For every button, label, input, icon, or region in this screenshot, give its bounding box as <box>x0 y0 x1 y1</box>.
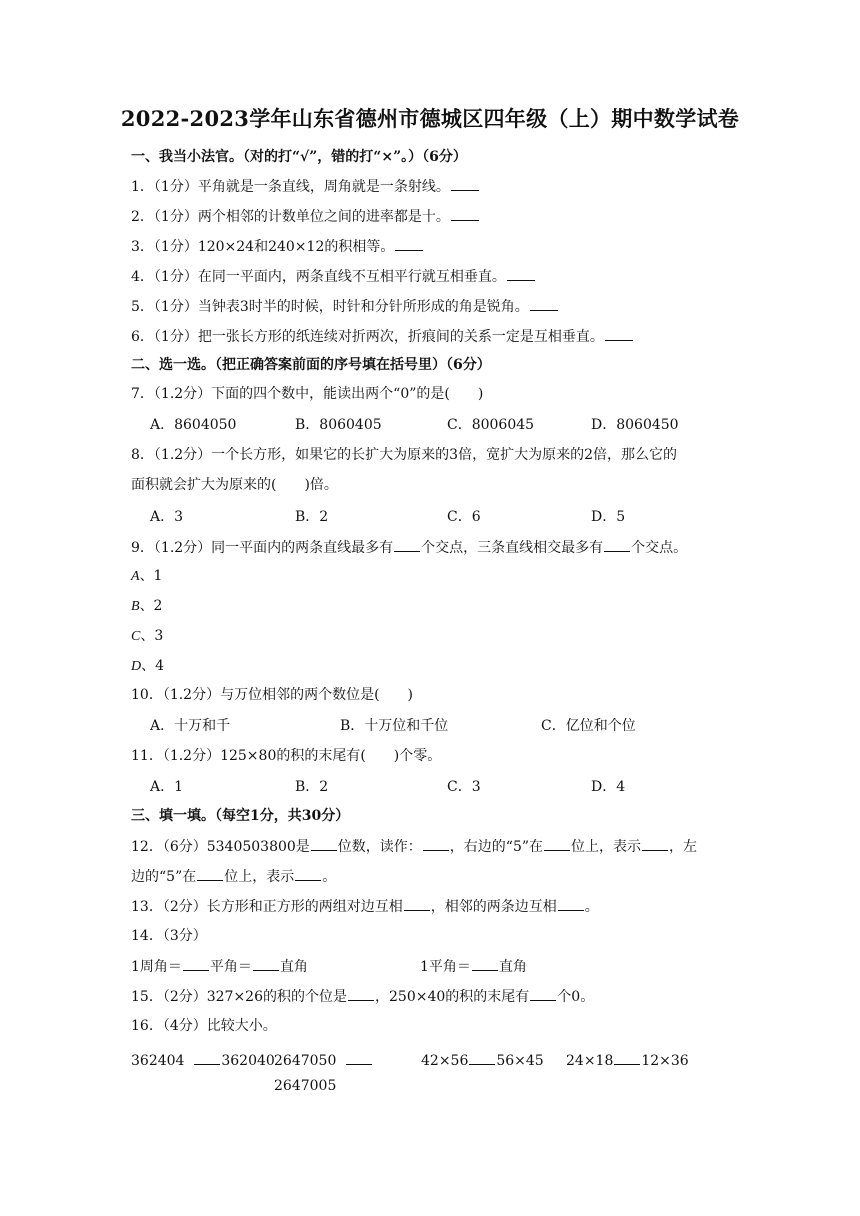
question-12-text: 边的“5”在 <box>131 869 197 885</box>
q10-option-b[interactable]: B．十万位和千位 <box>340 718 449 734</box>
question-8-line-2: 面积就会扩大为原来的( )倍。 <box>131 477 338 493</box>
answer-blank[interactable] <box>346 1050 372 1065</box>
question-9 <box>131 537 687 558</box>
answer-blank[interactable] <box>605 326 633 341</box>
question-4 <box>131 266 536 287</box>
option-value: 、3 <box>140 628 164 644</box>
q11-option-b[interactable]: B．2 <box>295 779 329 795</box>
question-12-text: 。 <box>322 869 337 885</box>
answer-blank[interactable] <box>404 896 430 911</box>
compare-right: 56×45 <box>496 1053 544 1069</box>
q9-option-a[interactable] <box>131 566 162 587</box>
q7-option-c[interactable]: C．8006045 <box>447 417 535 433</box>
question-2 <box>131 206 480 227</box>
question-14-text: 1周角＝ <box>131 959 182 975</box>
option-letter: C <box>131 629 141 644</box>
q16-compare-2-right: 2647005 <box>274 1078 337 1094</box>
answer-blank[interactable] <box>395 236 423 251</box>
question-12-text: 位上，表示 <box>571 839 642 855</box>
answer-blank[interactable] <box>311 836 337 851</box>
q7-option-a[interactable]: A．8604050 <box>150 417 237 433</box>
question-10: 10．（1.2分）与万位相邻的两个数位是( ) <box>131 687 414 703</box>
section-3-heading: 三、填一填。（每空1分，共30分） <box>131 808 350 824</box>
question-12-text: 位数，读作： <box>337 839 422 855</box>
q9-option-b[interactable] <box>131 596 162 617</box>
compare-right: 362040 <box>221 1053 275 1069</box>
answer-blank[interactable] <box>507 266 535 281</box>
q11-option-d[interactable]: D．4 <box>591 779 626 795</box>
question-14-text: 直角 <box>498 959 527 975</box>
question-14-text: 平角＝ <box>209 959 252 975</box>
answer-blank[interactable] <box>530 296 558 311</box>
question-16: 16．（4分）比较大小。 <box>131 1018 277 1034</box>
compare-right: 12×36 <box>641 1053 689 1069</box>
answer-blank[interactable] <box>469 1050 495 1065</box>
option-value: 、1 <box>139 568 163 584</box>
answer-blank[interactable] <box>423 836 449 851</box>
option-letter: D <box>131 659 142 674</box>
option-value: 、2 <box>139 598 163 614</box>
q9-option-c[interactable] <box>131 626 163 647</box>
section-1-heading: 一、我当小法官。（对的打“√”，错的打“×”。）（6分） <box>131 149 467 165</box>
answer-blank[interactable] <box>642 836 668 851</box>
answer-blank[interactable] <box>614 1050 640 1065</box>
question-9-text: 个交点。 <box>631 540 688 556</box>
compare-left: 42×56 <box>421 1053 469 1069</box>
q7-option-d[interactable]: D．8060450 <box>591 417 679 433</box>
q11-option-c[interactable]: C．3 <box>447 779 481 795</box>
q16-compare-3 <box>421 1050 544 1071</box>
question-12-line-1 <box>131 836 697 857</box>
question-13-text: 13．（2分）长方形和正方形的两组对边互相 <box>131 899 403 915</box>
q8-option-a[interactable]: A．3 <box>150 509 184 525</box>
question-9-text: 个交点，三条直线相交最多有 <box>421 540 604 556</box>
question-12-text: ，右边的“5”在 <box>449 839 544 855</box>
question-12-text: 位上，表示 <box>224 869 295 885</box>
q10-option-a[interactable]: A．十万和千 <box>150 718 231 734</box>
question-1-text: 1．（1分）平角就是一条直线，周角就是一条射线。 <box>131 179 450 195</box>
answer-blank[interactable] <box>394 537 420 552</box>
option-value: 、4 <box>141 658 165 674</box>
answer-blank[interactable] <box>451 206 479 221</box>
question-12-text: 12．（6分）5340503800是 <box>131 839 310 855</box>
q9-option-d[interactable] <box>131 656 164 677</box>
question-12-line-2 <box>131 866 336 887</box>
question-3-text: 3．（1分）120×24和240×12的积相等。 <box>131 239 395 255</box>
compare-left: 24×18 <box>566 1053 614 1069</box>
compare-left: 362404 <box>131 1053 185 1069</box>
exam-title: 2022-2023学年山东省德州市德城区四年级（上）期中数学试卷 <box>120 106 740 131</box>
answer-blank[interactable] <box>604 537 630 552</box>
question-3 <box>131 236 424 257</box>
q16-compare-2-left <box>274 1050 373 1071</box>
answer-blank[interactable] <box>558 896 584 911</box>
question-12-text: ，左 <box>669 839 698 855</box>
question-13 <box>131 896 599 917</box>
answer-blank[interactable] <box>194 1050 220 1065</box>
q8-option-d[interactable]: D．5 <box>591 509 626 525</box>
q16-compare-4 <box>566 1050 689 1071</box>
answer-blank[interactable] <box>295 866 321 881</box>
question-9-text: 9．（1.2分）同一平面内的两条直线最多有 <box>131 540 394 556</box>
answer-blank[interactable] <box>348 986 374 1001</box>
answer-blank[interactable] <box>451 176 479 191</box>
question-1 <box>131 176 480 197</box>
question-14-text: 直角 <box>279 959 308 975</box>
q10-option-c[interactable]: C．亿位和个位 <box>541 718 636 734</box>
question-11: 11．（1.2分）125×80的积的末尾有( )个零。 <box>131 748 442 764</box>
q8-option-b[interactable]: B．2 <box>295 509 329 525</box>
question-14-row-a <box>131 956 308 977</box>
option-letter: A <box>131 569 140 584</box>
question-13-text: 。 <box>584 899 599 915</box>
question-6 <box>131 326 634 347</box>
answer-blank[interactable] <box>197 866 223 881</box>
answer-blank[interactable] <box>253 956 279 971</box>
answer-blank[interactable] <box>530 986 556 1001</box>
q16-compare-1 <box>131 1050 275 1071</box>
question-5-text: 5．（1分）当钟表3时半的时候，时针和分针所形成的角是锐角。 <box>131 299 529 315</box>
question-14-row-b <box>420 956 527 977</box>
question-6-text: 6．（1分）把一张长方形的纸连续对折两次，折痕间的关系一定是互相垂直。 <box>131 329 604 345</box>
compare-left: 2647050 <box>274 1053 337 1069</box>
question-15-text: ，250×40的积的末尾有 <box>375 989 530 1005</box>
answer-blank[interactable] <box>183 956 209 971</box>
question-15 <box>131 986 594 1007</box>
question-5 <box>131 296 559 317</box>
answer-blank[interactable] <box>544 836 570 851</box>
question-15-text: 个0。 <box>557 989 595 1005</box>
question-15-text: 15．（2分）327×26的积的个位是 <box>131 989 347 1005</box>
question-4-text: 4．（1分）在同一平面内，两条直线不互相平行就互相垂直。 <box>131 269 506 285</box>
q8-option-c[interactable]: C．6 <box>447 509 481 525</box>
question-8-line-1: 8．（1.2分）一个长方形，如果它的长扩大为原来的3倍，宽扩大为原来的2倍，那么它的 <box>131 447 677 463</box>
question-13-text: ，相邻的两条边互相 <box>430 899 557 915</box>
option-letter: B <box>131 599 140 614</box>
question-2-text: 2．（1分）两个相邻的计数单位之间的进率都是十。 <box>131 209 450 225</box>
q7-option-b[interactable]: B．8060405 <box>295 417 382 433</box>
answer-blank[interactable] <box>472 956 498 971</box>
section-2-heading: 二、选一选。（把正确答案前面的序号填在括号里）（6分） <box>131 357 491 373</box>
q11-option-a[interactable]: A．1 <box>150 779 184 795</box>
question-7: 7．（1.2分）下面的四个数中，能读出两个“0”的是( ) <box>131 386 484 402</box>
question-14-text: 1平角＝ <box>420 959 471 975</box>
question-14: 14．（3分） <box>131 928 207 944</box>
